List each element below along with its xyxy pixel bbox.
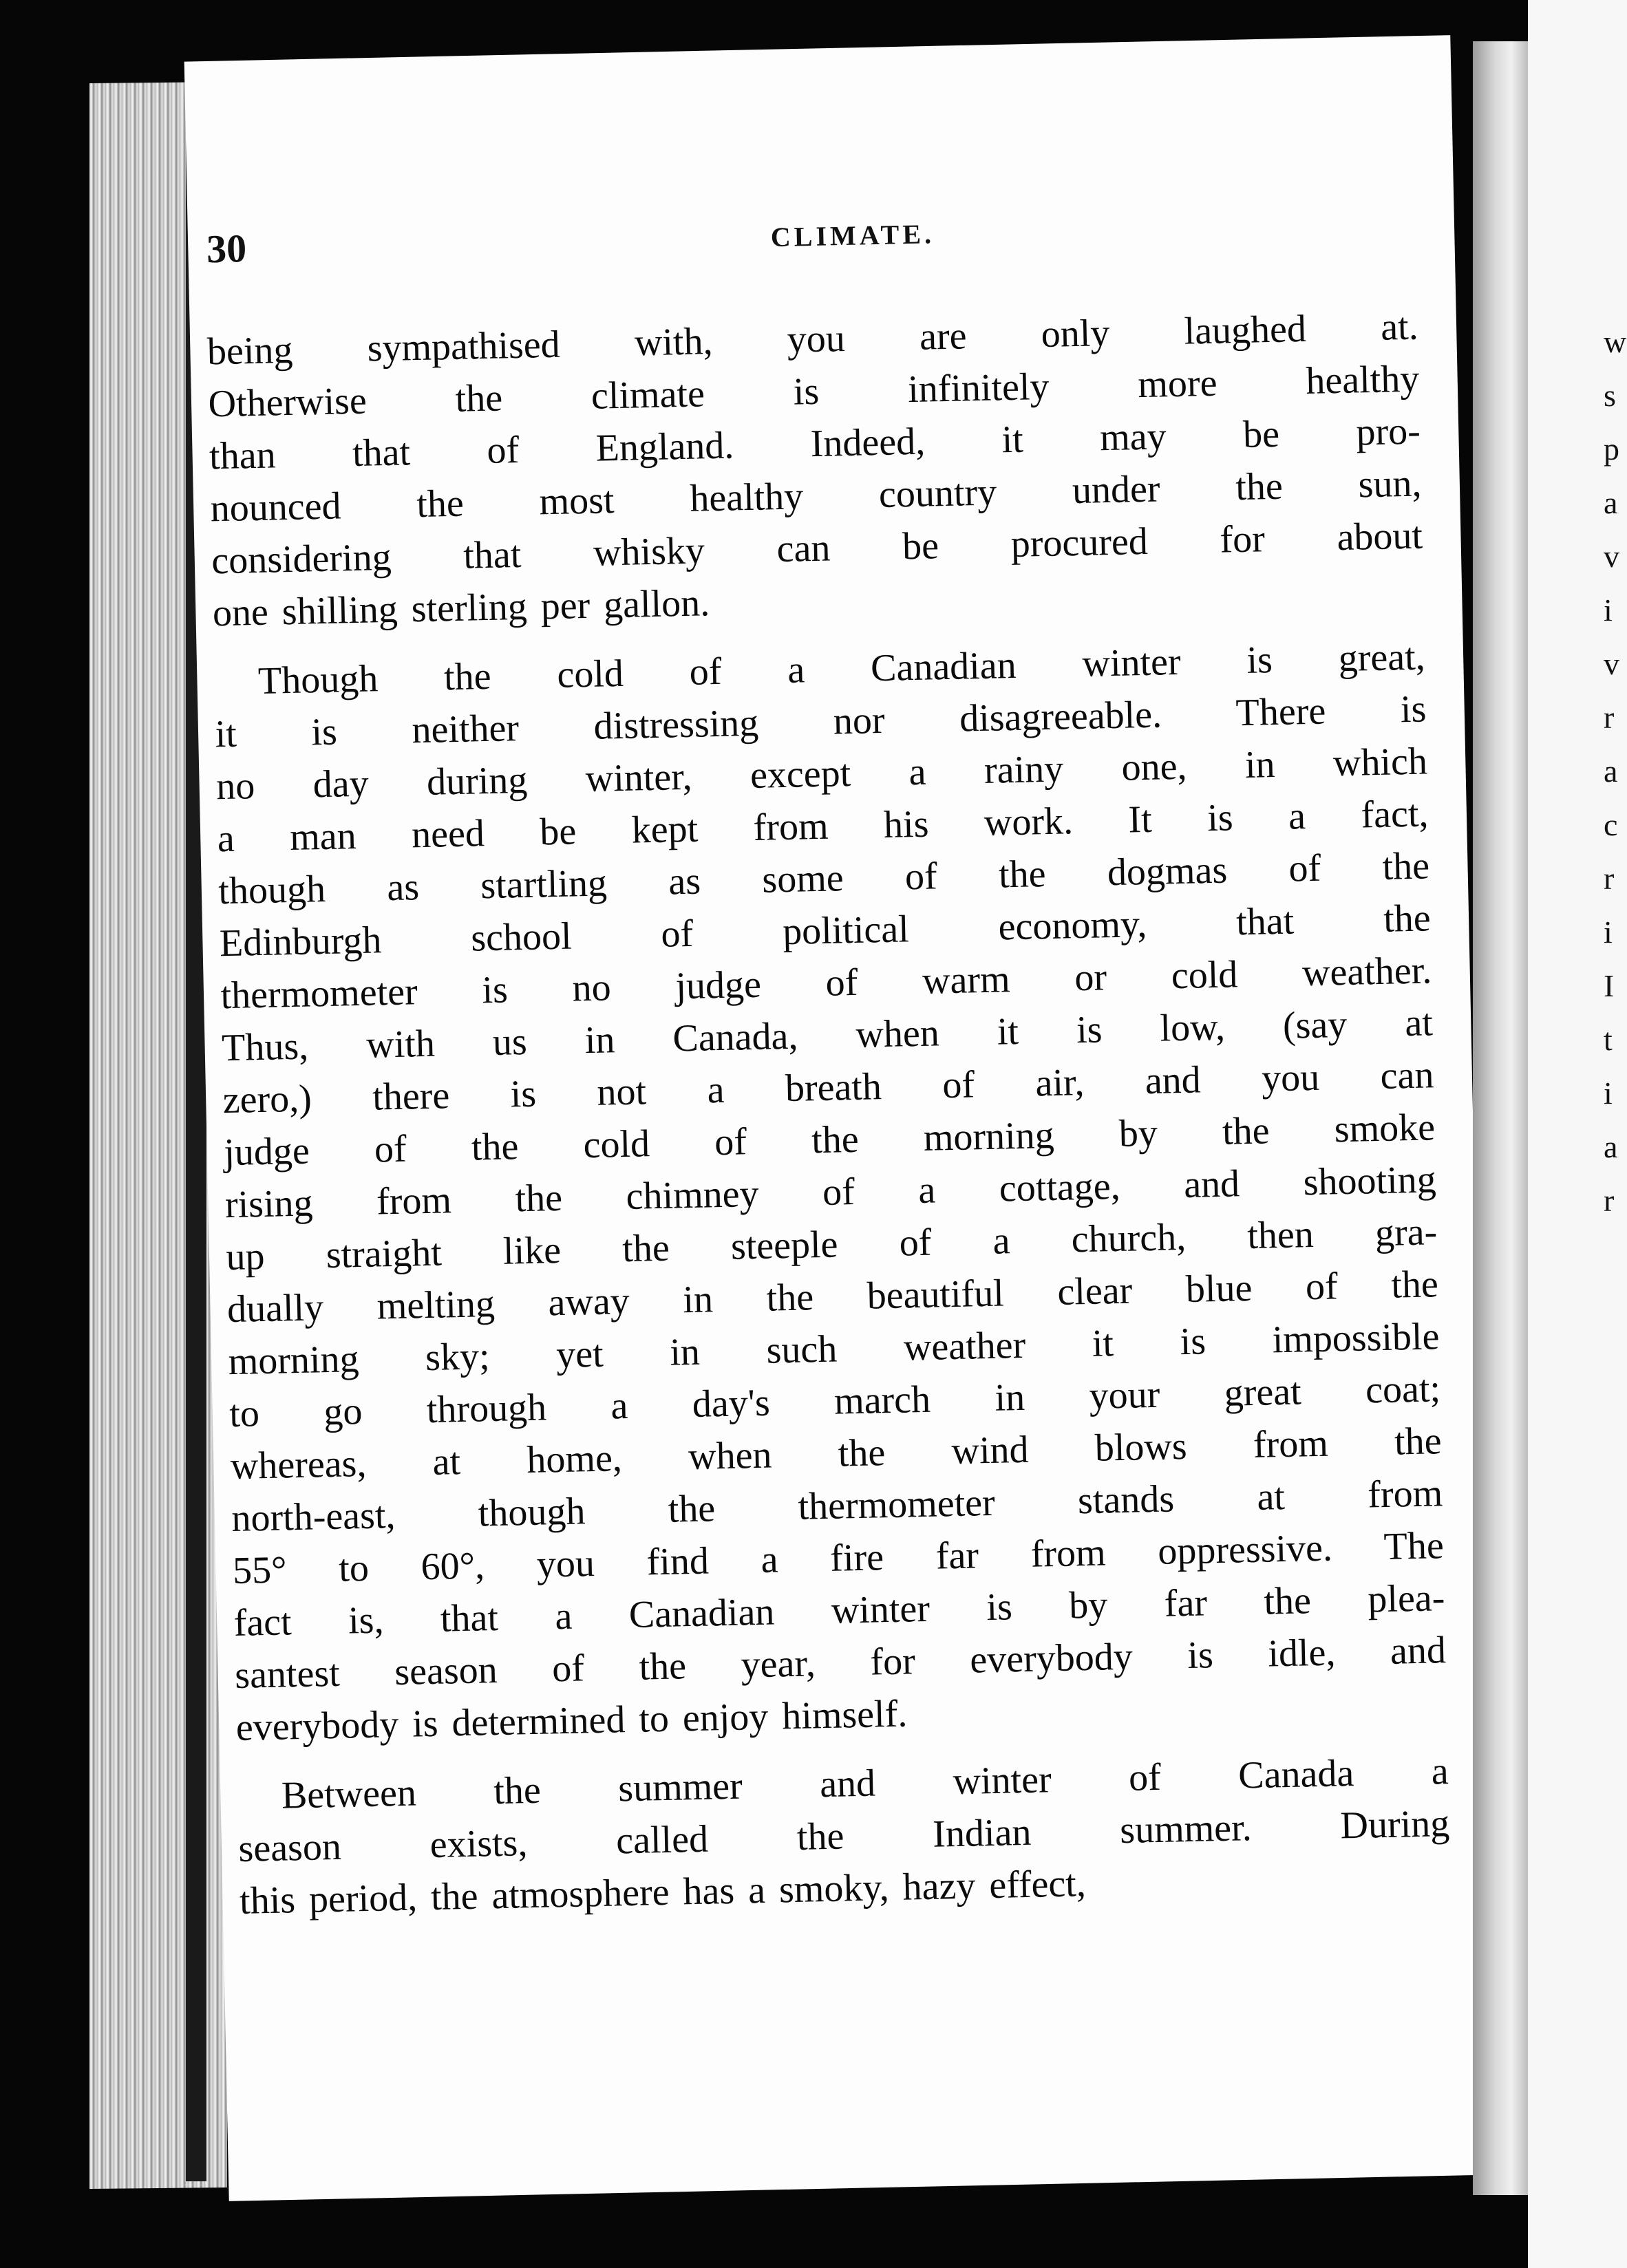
facing-page-letter: v (1604, 539, 1619, 574)
facing-page-letter: i (1604, 914, 1613, 950)
facing-page-letter: I (1604, 968, 1615, 1003)
text-line: dually melting away in the beautiful clear blue of the (226, 1263, 1439, 1331)
text-line: though as startling as some of the dogmas of the (217, 844, 1430, 913)
text-line: Though the cold of a Canadian winter is great, (257, 635, 1426, 703)
text-line: judge of the cold of the morning by the smoke (223, 1106, 1436, 1175)
facing-page-letter: w (1604, 324, 1627, 359)
paragraph (213, 630, 1447, 1754)
text-line: it is neither distressing nor disagreeable. There is (214, 687, 1427, 756)
facing-page-letter: a (1604, 753, 1618, 789)
facing-page-letter: s (1604, 378, 1616, 413)
text-line: everybody is determined to enjoy himself. (235, 1692, 908, 1749)
text-line: 55° to 60°, you find a fire far from oppressive. The (232, 1524, 1445, 1593)
text-line: Otherwise the climate is infinitely more healthy (207, 357, 1420, 426)
text-line: thermometer is no judge of warm or cold weather. (220, 949, 1432, 1018)
text-line: than that of England. Indeed, it may be pro- (209, 409, 1421, 478)
text-line: whereas, at home, when the wind blows from the (230, 1420, 1443, 1488)
facing-page-letter: a (1604, 485, 1618, 520)
book-gutter (1473, 41, 1528, 2195)
facing-page-letter: i (1604, 592, 1613, 628)
text-line: a man need be kept from his work. It is a fact, (217, 792, 1429, 861)
facing-page-letter: a (1604, 1129, 1618, 1164)
text-line: morning sky; yet in such weather it is impossible (228, 1315, 1440, 1384)
text-line: rising from the chimney of a cottage, and shooting (224, 1158, 1437, 1227)
facing-page-letter: r (1604, 700, 1615, 735)
page-number: 30 (206, 226, 247, 272)
text-line: santest season of the year, for everybody is idle, and (234, 1629, 1447, 1697)
text-line: no day during winter, except a rainy one, in which (215, 740, 1428, 809)
text-line: season exists, called the Indian summer. During (237, 1802, 1450, 1870)
text-line: being sympathised with, you are only laughed at. (206, 305, 1419, 374)
text-line: north-east, though the thermometer stands at from (231, 1472, 1443, 1541)
text-line: up straight like the steeple of a church, then gra- (225, 1210, 1438, 1279)
text-line: one shilling sterling per gallon. (212, 581, 710, 635)
facing-page-letter: r (1604, 1183, 1615, 1218)
facing-page-letter: c (1604, 807, 1618, 842)
text-line: zero,) there is not a breath of air, and you can (222, 1053, 1435, 1122)
facing-page-letter: p (1604, 431, 1619, 467)
paragraph (206, 301, 1424, 640)
text-line: considering that whisky can be procured for about (211, 514, 1423, 583)
text-line: nounced the most healthy country under the sun, (210, 462, 1423, 531)
text-line: to go through a day's march in your great coat; (228, 1367, 1441, 1436)
text-line: this period, the atmosphere has a smoky, hazy effect, (239, 1862, 1087, 1923)
running-head: CLIMATE. (770, 218, 935, 253)
facing-page-letter: i (1604, 1076, 1613, 1111)
paragraph (237, 1745, 1451, 1927)
facing-page-letter: t (1604, 1022, 1613, 1057)
text-line: Edinburgh school of political economy, that the (219, 897, 1432, 965)
facing-page-letter: v (1604, 646, 1619, 681)
text-line: fact is, that a Canadian winter is by far the plea- (233, 1576, 1445, 1645)
text-line: Thus, with us in Canada, when it is low, (say at (221, 1001, 1434, 1070)
text-line: Between the summer and winter of Canada a (281, 1750, 1449, 1817)
body-text (206, 301, 1451, 1927)
facing-page-letter: r (1604, 861, 1615, 896)
